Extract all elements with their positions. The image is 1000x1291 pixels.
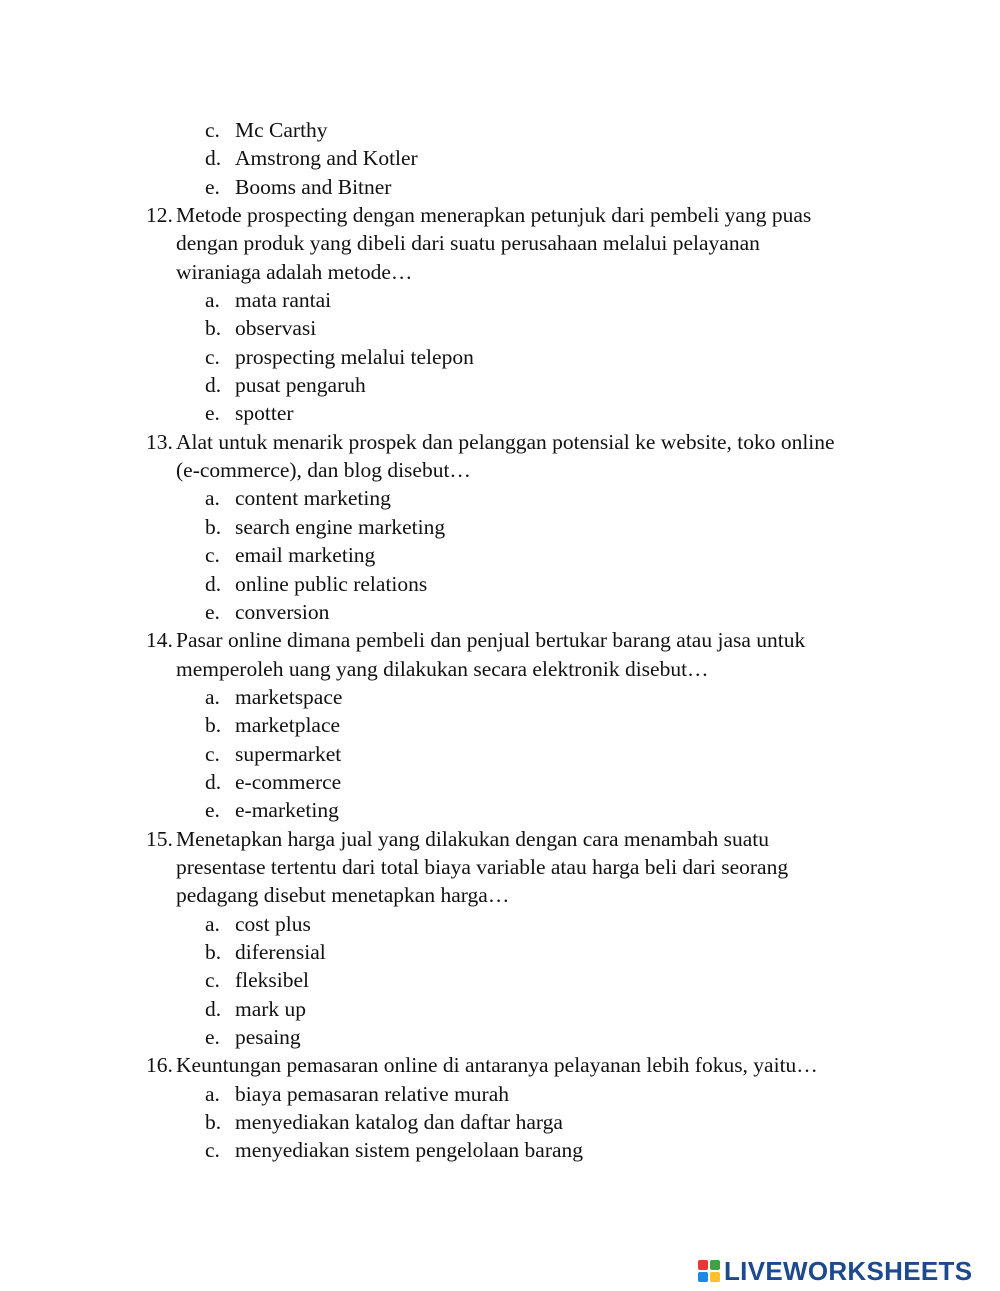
question-stem bbox=[0, 825, 1000, 853]
option-letter: a. bbox=[205, 288, 220, 313]
option-letter: d. bbox=[205, 996, 222, 1021]
answer-option bbox=[0, 314, 1000, 342]
question-text: presentase tertentu dari total biaya variable atau harga beli dari seorang bbox=[176, 854, 789, 879]
answer-option bbox=[0, 768, 1000, 796]
answer-option bbox=[0, 144, 1000, 172]
option-text: search engine marketing bbox=[235, 514, 446, 539]
answer-option bbox=[0, 116, 1000, 144]
option-text: pesaing bbox=[235, 1025, 301, 1049]
question-stem-continued bbox=[0, 456, 1000, 484]
watermark-text: LIVEWORKSHEETS bbox=[724, 1255, 973, 1286]
option-letter: a. bbox=[205, 911, 220, 936]
answer-option bbox=[0, 1023, 1000, 1051]
liveworksheets-logo-icon bbox=[698, 1260, 720, 1282]
question-stem-continued bbox=[0, 853, 1000, 881]
answer-option bbox=[0, 740, 1000, 768]
question-text: Pasar online dimana pembeli dan penjual bertukar barang atau jasa untuk bbox=[176, 628, 806, 653]
option-text: content marketing bbox=[235, 486, 391, 511]
answer-option bbox=[0, 1108, 1000, 1136]
option-letter: b. bbox=[205, 1110, 222, 1135]
option-text: conversion bbox=[235, 599, 330, 624]
answer-option bbox=[0, 371, 1000, 399]
answer-option bbox=[0, 966, 1000, 994]
answer-option bbox=[0, 1080, 1000, 1108]
question-text: Menetapkan harga jual yang dilakukan dengan cara menambah suatu bbox=[176, 826, 770, 851]
question-stem-continued bbox=[0, 258, 1000, 286]
question-number: 12. bbox=[146, 203, 173, 228]
question-text: wiraniaga adalah metode… bbox=[176, 259, 413, 284]
question-text: dengan produk yang dibeli dari suatu perusahaan melalui pelayanan bbox=[176, 231, 760, 256]
question-number: 14. bbox=[146, 628, 173, 653]
question-item bbox=[0, 201, 1000, 428]
option-text: menyediakan katalog dan daftar harga bbox=[235, 1110, 563, 1135]
question-number: 15. bbox=[146, 826, 173, 851]
question-stem-continued bbox=[0, 229, 1000, 257]
option-text: Booms and Bitner bbox=[235, 174, 392, 199]
option-letter: e. bbox=[205, 401, 220, 426]
option-text: mark up bbox=[235, 996, 307, 1021]
question-stem-continued bbox=[0, 881, 1000, 909]
option-text: supermarket bbox=[235, 741, 342, 766]
answer-option bbox=[0, 796, 1000, 824]
option-text: Mc Carthy bbox=[235, 118, 328, 142]
option-text: prospecting melalui telepon bbox=[235, 344, 474, 369]
option-text: marketplace bbox=[235, 713, 341, 738]
option-text: observasi bbox=[235, 316, 317, 341]
question-stem bbox=[0, 1051, 1000, 1079]
question-item bbox=[0, 825, 1000, 1052]
question-stem bbox=[0, 428, 1000, 456]
question-text: pedagang disebut menetapkan harga… bbox=[176, 883, 510, 908]
option-letter: e. bbox=[205, 599, 220, 624]
answer-option bbox=[0, 570, 1000, 598]
option-text: spotter bbox=[235, 401, 294, 426]
option-text: pusat pengaruh bbox=[235, 373, 366, 398]
question-text: Keuntungan pemasaran online di antaranya pelayanan lebih fokus, yaitu… bbox=[176, 1053, 818, 1078]
option-letter: c. bbox=[205, 118, 220, 142]
liveworksheets-watermark bbox=[698, 1256, 972, 1286]
option-letter: b. bbox=[205, 316, 222, 341]
option-text: e-commerce bbox=[235, 769, 342, 794]
question-item bbox=[0, 428, 1000, 626]
option-letter: d. bbox=[205, 146, 222, 171]
question-text: memperoleh uang yang dilakukan secara elektronik disebut… bbox=[176, 656, 709, 681]
answer-option bbox=[0, 711, 1000, 739]
question-stem-continued bbox=[0, 655, 1000, 683]
option-text: Amstrong and Kotler bbox=[235, 146, 418, 171]
option-letter: b. bbox=[205, 514, 222, 539]
option-text: online public relations bbox=[235, 571, 428, 596]
option-letter: e. bbox=[205, 1025, 220, 1049]
option-letter: c. bbox=[205, 344, 220, 369]
question-item bbox=[0, 1051, 1000, 1164]
option-text: e-marketing bbox=[235, 798, 339, 823]
option-letter: e. bbox=[205, 174, 220, 199]
question-item bbox=[0, 626, 1000, 824]
option-letter: c. bbox=[205, 741, 220, 766]
answer-option bbox=[0, 995, 1000, 1023]
option-letter: a. bbox=[205, 1081, 220, 1106]
question-text: Alat untuk menarik prospek dan pelanggan potensial ke website, toko online bbox=[176, 429, 835, 454]
question-text: Metode prospecting dengan menerapkan petunjuk dari pembeli yang puas bbox=[176, 203, 812, 228]
option-letter: d. bbox=[205, 769, 222, 794]
question-number: 13. bbox=[146, 429, 173, 454]
question-text: (e-commerce), dan blog disebut… bbox=[176, 458, 471, 483]
answer-option bbox=[0, 399, 1000, 427]
option-letter: b. bbox=[205, 939, 222, 964]
option-letter: e. bbox=[205, 798, 220, 823]
answer-option bbox=[0, 173, 1000, 201]
option-text: mata rantai bbox=[235, 288, 332, 313]
option-text: marketspace bbox=[235, 684, 343, 709]
answer-option bbox=[0, 938, 1000, 966]
option-text: fleksibel bbox=[235, 968, 310, 993]
option-text: biaya pemasaran relative murah bbox=[235, 1081, 509, 1106]
option-text: email marketing bbox=[235, 543, 376, 568]
question-stem bbox=[0, 626, 1000, 654]
answer-option bbox=[0, 1136, 1000, 1164]
answer-option bbox=[0, 286, 1000, 314]
option-letter: a. bbox=[205, 684, 220, 709]
question-list bbox=[0, 116, 1000, 1165]
option-letter: b. bbox=[205, 713, 222, 738]
option-letter: c. bbox=[205, 968, 220, 993]
option-letter: d. bbox=[205, 571, 222, 596]
option-text: diferensial bbox=[235, 939, 326, 964]
answer-option bbox=[0, 484, 1000, 512]
question-stem bbox=[0, 201, 1000, 229]
answer-option bbox=[0, 541, 1000, 569]
option-text: cost plus bbox=[235, 911, 311, 936]
answer-option bbox=[0, 910, 1000, 938]
option-letter: a. bbox=[205, 486, 220, 511]
option-letter: c. bbox=[205, 1138, 220, 1163]
answer-option bbox=[0, 513, 1000, 541]
option-text: menyediakan sistem pengelolaan barang bbox=[235, 1138, 584, 1163]
option-letter: d. bbox=[205, 373, 222, 398]
answer-option bbox=[0, 598, 1000, 626]
option-letter: c. bbox=[205, 543, 220, 568]
answer-option bbox=[0, 683, 1000, 711]
answer-option bbox=[0, 343, 1000, 371]
question-number: 16. bbox=[146, 1053, 173, 1078]
